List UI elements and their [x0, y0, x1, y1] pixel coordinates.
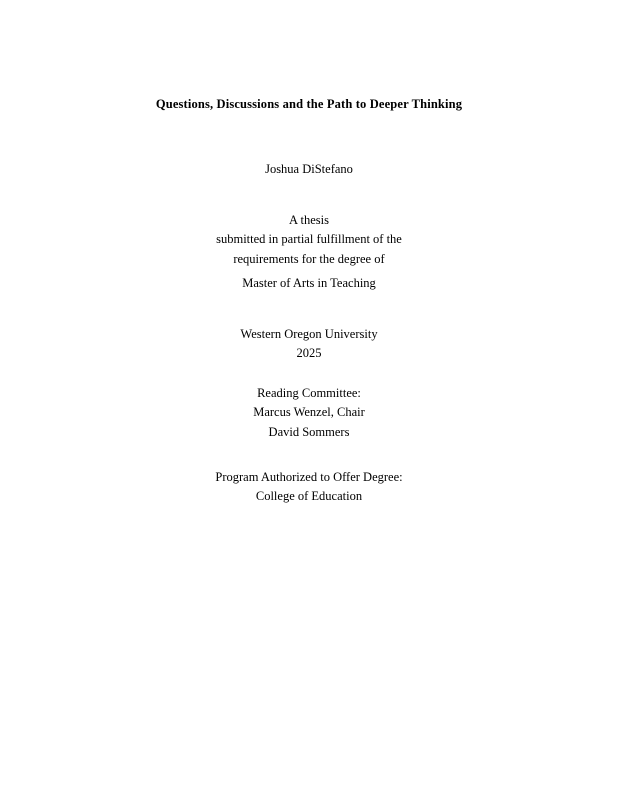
program-authorization-line: Program Authorized to Offer Degree: — [215, 470, 403, 484]
submission-block — [0, 211, 618, 269]
institution-year: 2025 — [296, 346, 322, 361]
degree-name: Master of Arts in Teaching — [242, 276, 376, 290]
institution-name: Western Oregon University — [240, 327, 378, 341]
institution-block — [0, 325, 618, 364]
page-title: Questions, Discussions and the Path to Deeper Thinking — [155, 97, 463, 111]
submission-line-1: A thesis — [289, 213, 329, 227]
degree-block — [0, 275, 618, 293]
author-block — [0, 161, 618, 178]
author-name: Joshua DiStefano — [265, 162, 353, 176]
submission-line-3: requirements for the degree of — [233, 251, 385, 266]
submission-line-2: submitted in partial fulfillment of the — [216, 232, 402, 247]
program-name: College of Education — [255, 489, 363, 504]
committee-heading: Reading Committee: — [257, 386, 361, 400]
title-block — [0, 96, 618, 113]
program-block — [0, 468, 618, 507]
committee-member: Marcus Wenzel, Chair — [253, 405, 365, 420]
committee-block — [0, 384, 618, 442]
committee-member: David Sommers — [268, 424, 350, 439]
